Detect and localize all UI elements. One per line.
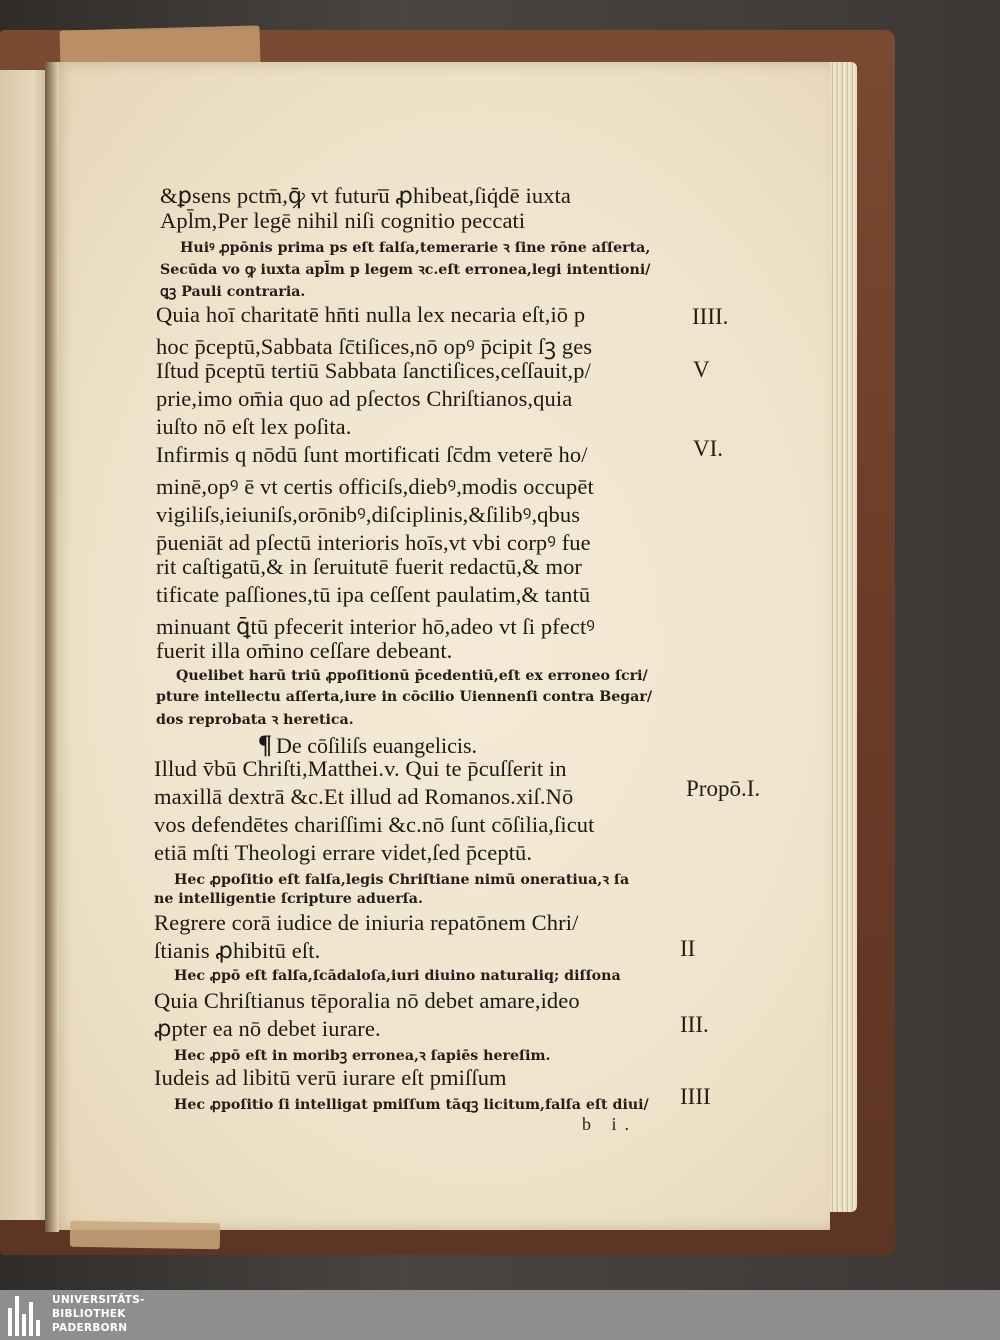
margin-numeral: IIII. <box>692 304 729 329</box>
text-line: Illud v̄bū Chriſti,Matthei.v. Qui te p̄cuſſerit in <box>154 756 567 781</box>
text-line: maxillā dextrā &c.Et illud ad Romanos.xiſ.Nō <box>154 784 574 809</box>
gloss-line: Secūda vo ꝙ iuxta apl̄m p legem ꝛc.eſt erronea,legi intentioni/ <box>160 262 651 278</box>
margin-numeral: V <box>693 357 710 382</box>
library-footer <box>0 1290 1000 1340</box>
gloss-line: Huiꝰ ꝓpōnis prima ps eſt falſa,temerarie ꝛ ſine rōne aſſerta, <box>180 240 651 256</box>
library-logo-text <box>52 1293 145 1335</box>
gloss-line: ꝗꝫ Pauli contraria. <box>160 284 306 300</box>
text-line: prie,imo om̄ia quo ad pſectos Chriſtianos,quia <box>156 386 573 411</box>
gloss-line: Hec ꝓpō eſt falſa,ſcādaloſa,iuri diuino naturaliq; diſſona <box>174 968 621 984</box>
text-line: fuerit illa om̄ino ceſſare debeant. <box>156 638 453 663</box>
book-gutter <box>45 62 59 1232</box>
text-line: Regrere corā iudice de iniuria repatōnem Chri/ <box>154 910 579 935</box>
right-page <box>52 62 830 1230</box>
text-line: ſtianis ꝓhibitū eſt. <box>154 938 321 963</box>
text-line: ꝓpter ea nō debet iurare. <box>154 1016 381 1041</box>
logo-line: PADERBORN <box>52 1322 128 1334</box>
margin-numeral: IIII <box>680 1084 711 1109</box>
text-line: &ꝑsens pctm̄,ꝙ̄ vt futuru̅ ꝓhibeat,ſiq̇dē iuxta <box>160 183 571 208</box>
section-heading-text: De cōſiliſs euangelicis. <box>276 733 478 758</box>
library-logo-icon <box>8 1294 42 1336</box>
text-line: rit caſtigatū,& in ſeruitutē fuerit redactū,& mor <box>156 554 583 579</box>
logo-line: BIBLIOTHEK <box>52 1308 126 1320</box>
text-line: iuſto nō eſt lex poſita. <box>156 414 352 439</box>
signature-mark: b i. <box>582 1114 638 1134</box>
repair-tape-bottom <box>70 1221 220 1250</box>
margin-numeral: III. <box>680 1012 709 1037</box>
text-line: etiā mſti Theologi errare videt,ſed p̄ceptū. <box>154 840 533 865</box>
text-line: Quia hoī charitatē hn̄ti nulla lex necaria eſt,iō p <box>156 302 586 327</box>
text-line: Iudeis ad libitū verū iurare eſt pmiſſum <box>154 1065 507 1090</box>
margin-numeral: Propō.I. <box>686 776 761 801</box>
text-line: Apl̄m,Per legē nihil niſi cognitio peccati <box>160 208 526 233</box>
text-line: hoc p̄ceptū,Sabbata ſc̄tiſices,nō opꝰ p̄cipit ſꝫ ges <box>156 334 593 359</box>
text-line: p̄ueniāt ad pſectū interioris hoīs,vt vbi corpꝰ fue <box>156 530 591 555</box>
gloss-line: Hec ꝓpō eſt in moribꝫ erronea,ꝛ ſapiēs hereſim. <box>174 1048 551 1064</box>
gloss-line: Hec ꝓpoſitio eſt falſa,legis Chriſtiane nimū oneratiua,ꝛ ſa <box>174 872 630 888</box>
margin-numeral: II <box>680 936 696 961</box>
text-line: Iſtud p̄ceptū tertiū Sabbata ſanctiſices,ceſſauit,p/ <box>156 358 591 383</box>
margin-numeral: VI. <box>693 436 724 461</box>
logo-line: UNIVERSITÄTS- <box>52 1294 145 1306</box>
gloss-line: pture intellectu aſſerta,iure in cōcilio Uiennenſi contra Begar/ <box>156 689 653 705</box>
text-line: Infirmis q nōdū ſunt mortificati ſc̄dm veterē ho/ <box>156 442 588 467</box>
text-line: tificate paſſiones,tū ipa ceſſent paulatim,& tantū <box>156 582 591 607</box>
text-line: Quia Chriſtianus tēporalia nō debet amare,ideo <box>154 988 580 1013</box>
gloss-line: Quelibet harū triū ꝓpoſitionū p̄cedentiū,eſt ex erroneo ſcri/ <box>176 668 648 684</box>
text-line: vos defendētes chariſſimi &c.nō ſunt cōſilia,ſicut <box>154 812 595 837</box>
left-page-edge <box>0 70 48 1220</box>
text-line: minuant ꝗ̄tū pfecerit interior hō,adeo vt ſi pfectꝰ <box>156 614 595 639</box>
gloss-line: Hec ꝓpoſitio ſi intelligat pmiſſum tāqꝫ licitum,falſa eſt diui/ <box>174 1097 649 1113</box>
gloss-line: ne intelligentie ſcripture aduerſa. <box>154 891 423 907</box>
text-line: minē,opꝰ ē vt certis officiſs,diebꝰ,modis occupēt <box>156 474 594 499</box>
gloss-line: dos reprobata ꝛ heretica. <box>156 712 354 728</box>
text-line: vigiliſs,ieiuniſs,orōnibꝰ,diſciplinis,&ſilibꝰ,qbus <box>156 502 581 527</box>
pilcrow-mark: ¶ <box>258 730 273 759</box>
